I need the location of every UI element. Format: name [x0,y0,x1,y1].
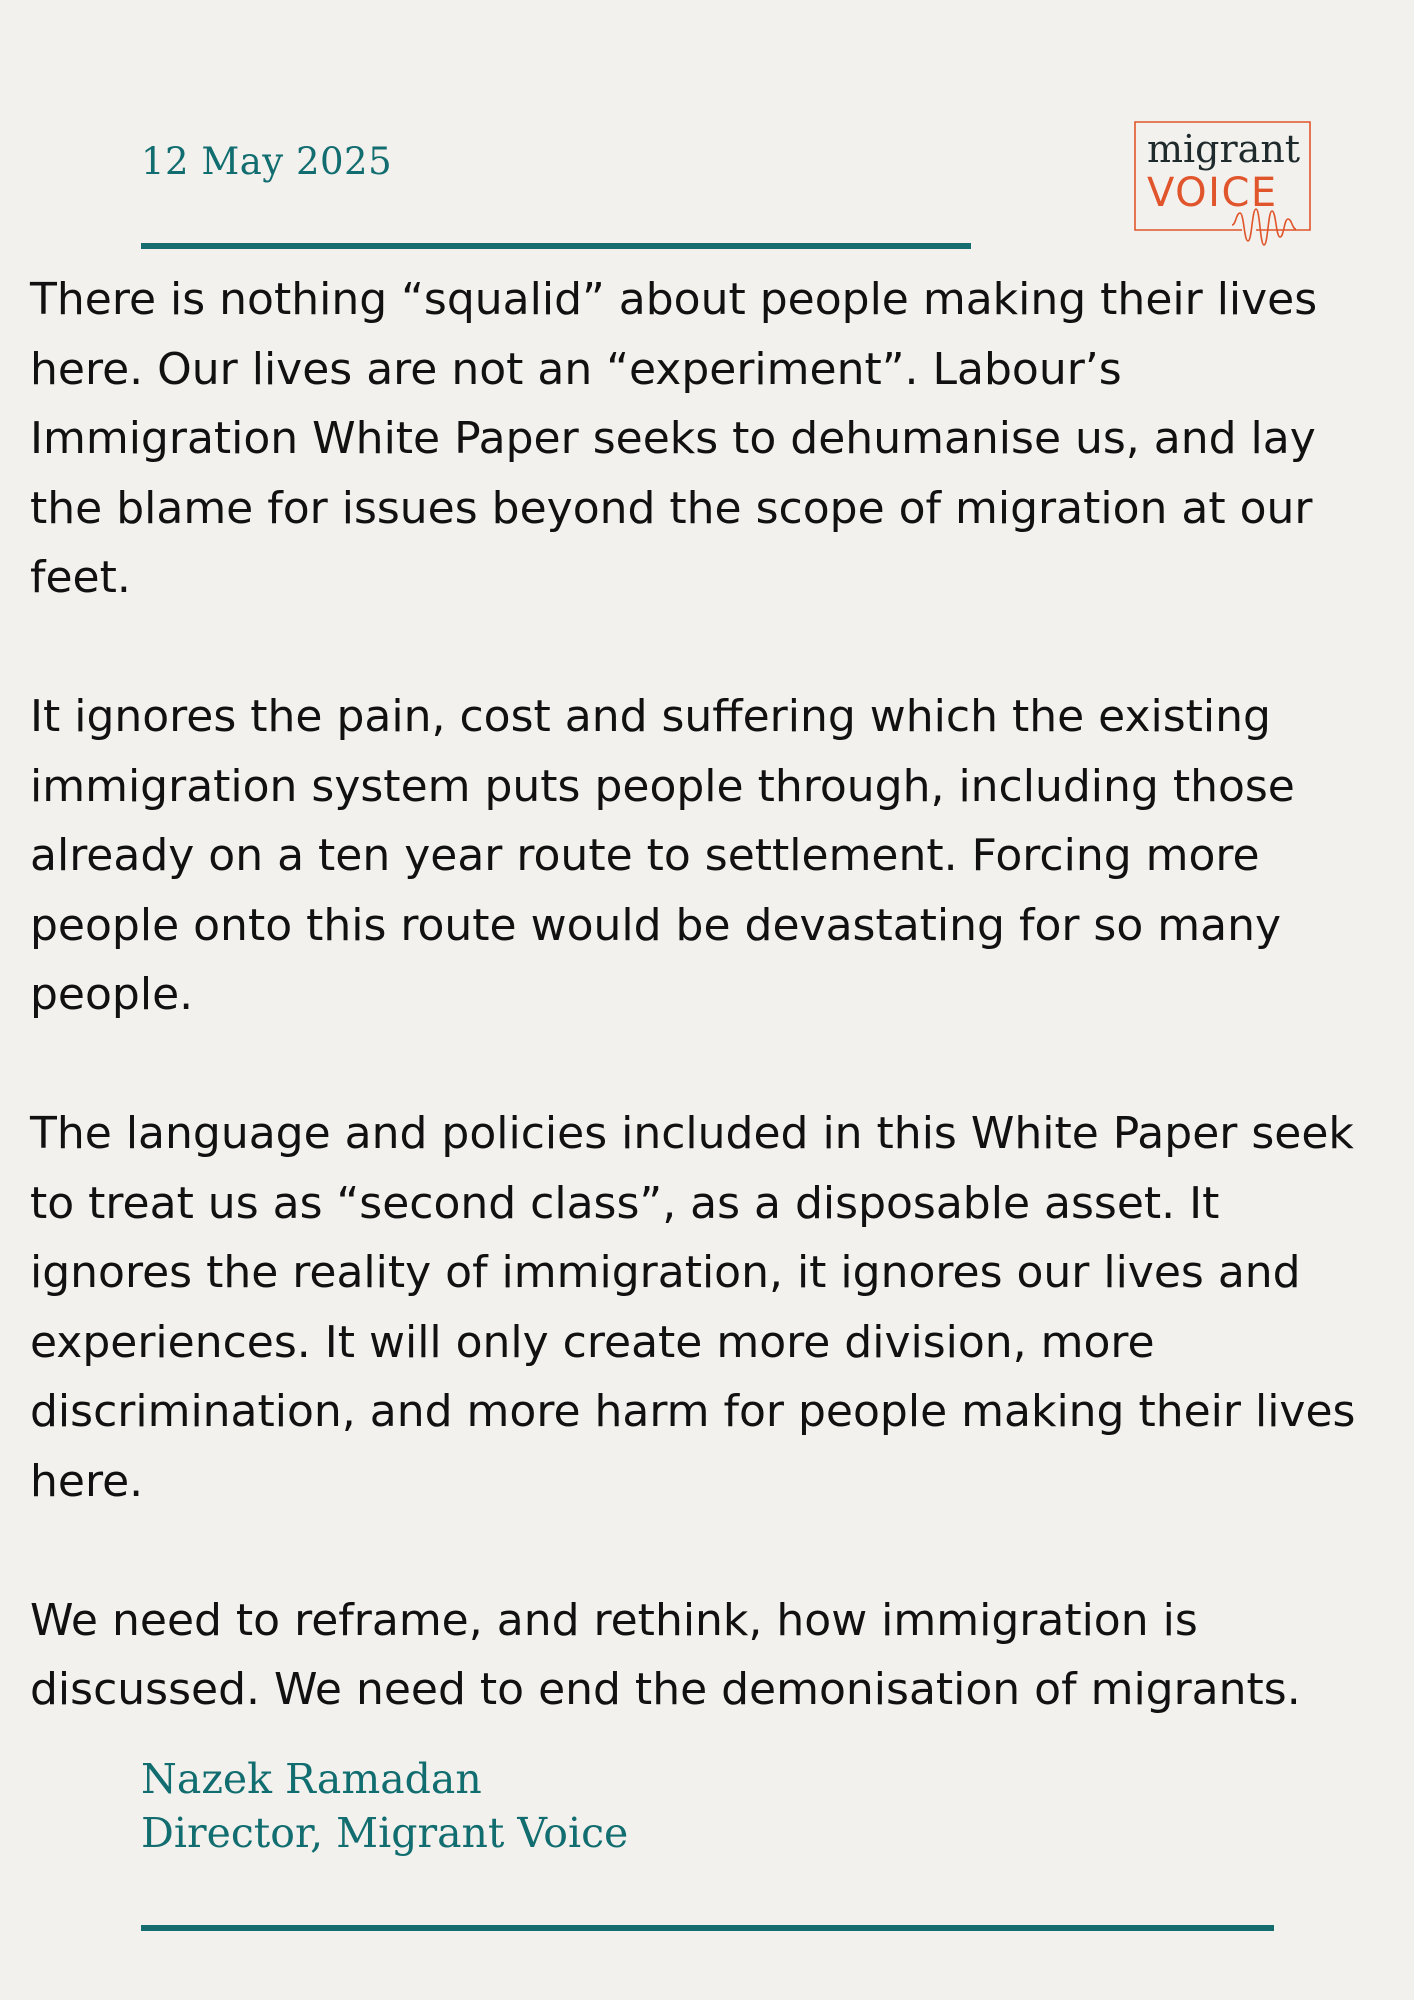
logo-line-voice: VOICE [1147,170,1278,216]
top-divider [141,243,971,249]
signature-block [141,1752,628,1860]
statement-body [30,265,1400,1725]
bottom-divider [141,1925,1274,1931]
signatory-title: Director, Migrant Voice [141,1809,629,1857]
signatory-name: Nazek Ramadan [141,1755,482,1803]
paragraph-3: The language and policies included in this White Paper seek to treat us as “second class”, as a disposable asset. It ignores the reality of immigration, it ignores our lives and experiences. It will only create more division, more discrimination, and more harm for people making their lives here. [30,1108,1356,1507]
migrant-voice-logo [1134,121,1314,251]
paragraph-2: It ignores the pain, cost and suffering which the existing immigration system puts people through, including those already on a ten year route to settlement. Forcing more people onto this route would be devastating for so many people. [30,691,1295,1020]
paragraph-1: There is nothing “squalid” about people making their lives here. Our lives are not an “experiment”. Labour’s Immigration White Paper seeks to dehumanise us, and lay the blame for issues beyond the scope of migration at our feet. [30,274,1318,603]
logo-line-migrant: migrant [1147,127,1301,171]
statement-date: 12 May 2025 [141,140,393,183]
paragraph-4: We need to reframe, and rethink, how immigration is discussed. We need to end the demonisation of migrants. [30,1594,1301,1715]
